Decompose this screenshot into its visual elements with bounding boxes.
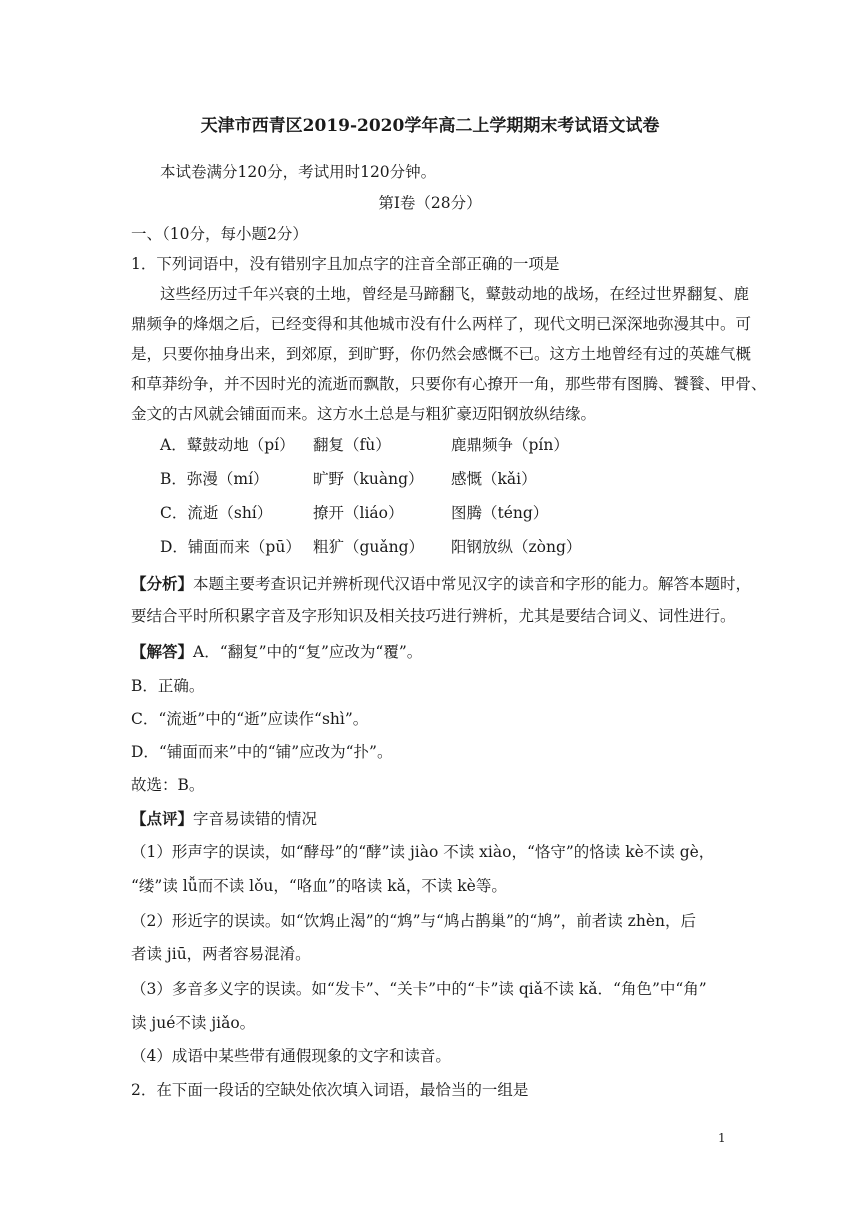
- part-heading: 一、（10分，每小题2分）: [131, 225, 308, 243]
- passage-line: 是，只要你抽身出来，到郊原，到旷野，你仍然会感慨不已。这方土地曾经有过的英雄气概: [131, 345, 752, 363]
- option-c-item-3: 图腾（téng）: [451, 504, 549, 522]
- answer-line: [131, 641, 422, 663]
- option-b-item-2: 旷野（kuàng）: [313, 470, 424, 488]
- option-d-item-1: D．铺面而来（pū）: [160, 538, 301, 556]
- note-line: （4）成语中某些带有通假现象的文字和读音。: [131, 1047, 451, 1065]
- analysis-line: [131, 573, 751, 595]
- analysis-tag: 【分析】: [131, 574, 194, 593]
- question-2-stem: 2．在下面一段话的空缺处依次填入词语，最恰当的一组是: [131, 1081, 529, 1099]
- option-a-item-2: 翻复（fù）: [313, 436, 391, 454]
- passage-line: 和草莽纷争，并不因时光的流逝而飘散，只要你有心撩开一角，那些带有图腾、饕餮、甲骨、: [131, 375, 767, 393]
- option-a-item-1: A．鼙鼓动地（pí）: [160, 436, 295, 454]
- option-b-item-1: B．弥漫（mí）: [160, 470, 269, 488]
- passage-line: 金文的古风就会铺面而来。这方水土总是与粗犷豪迈阳钢放纵结缘。: [131, 405, 597, 423]
- option-b-item-3: 感慨（kǎi）: [451, 470, 537, 488]
- comment-text: 字音易读错的情况: [193, 810, 318, 828]
- passage-line: 这些经历过千年兴衰的土地，曾经是马蹄翻飞，鼙鼓动地的战场，在经过世界翻复、鹿: [160, 285, 750, 303]
- question-1-stem: 1．下列词语中，没有错别字且加点字的注音全部正确的一项是: [131, 255, 560, 273]
- answer-line: B．正确。: [131, 677, 205, 695]
- passage-line: 鼎频争的烽烟之后，已经变得和其他城市没有什么两样了，现代文明已深深地弥漫其中。可: [131, 315, 752, 333]
- answer-line: D．“铺面而来”中的“铺”应改为“扑”。: [131, 743, 393, 761]
- note-line: （2）形近字的误读。如“饮鸩止渴”的“鸩”与“鸠占鹊巢”的“鸠”，前者读 zhèn，后: [131, 912, 696, 930]
- analysis-text: 本题主要考查识记并辨析现代汉语中常见汉字的读音和字形的能力。解答本题时，: [193, 575, 752, 593]
- note-line: “缕”读 lǚ而不读 lǒu，“咯血”的咯读 kǎ，不读 kè等。: [131, 877, 507, 895]
- answer-tag: 【解答】: [131, 642, 194, 661]
- note-line: （3）多音多义字的误读。如“发卡”、“关卡”中的“卡”读 qiǎ不读 kǎ．“角色”中“角”: [131, 980, 707, 998]
- option-c-item-1: C．流逝（shí）: [160, 504, 273, 522]
- option-a-item-3: 鹿鼎频争（pín）: [451, 436, 569, 454]
- note-line: 读 jué不读 jiǎo。: [131, 1014, 256, 1032]
- exam-title: 天津市西青区2019-2020学年高二上学期期末考试语文试卷: [200, 116, 660, 136]
- option-d-item-3: 阳钢放纵（zòng）: [451, 538, 582, 556]
- answer-line: C．“流逝”中的“逝”应读作“shì”。: [131, 710, 369, 728]
- comment-line: [131, 808, 317, 830]
- page-number: 1: [718, 1131, 726, 1145]
- intro-text: 本试卷满分120分，考试用时120分钟。: [160, 163, 437, 181]
- answer-choice: 故选：B。: [131, 776, 205, 794]
- note-line: 者读 jiū，两者容易混淆。: [131, 945, 311, 963]
- note-line: （1）形声字的误读，如“酵母”的“酵”读 jiào 不读 xiào，“恪守”的恪读 kè不读 gè，: [131, 843, 715, 861]
- option-c-item-2: 撩开（liáo）: [313, 504, 404, 522]
- comment-tag: 【点评】: [131, 809, 194, 828]
- option-d-item-2: 粗犷（guǎng）: [313, 538, 425, 556]
- answer-text: A．“翻复”中的“复”应改为“覆”。: [193, 643, 423, 661]
- analysis-line: 要结合平时所积累字音及字形知识及相关技巧进行辨析，尤其是要结合词义、词性进行。: [131, 607, 736, 625]
- section-heading: 第Ⅰ卷（28分）: [378, 194, 482, 212]
